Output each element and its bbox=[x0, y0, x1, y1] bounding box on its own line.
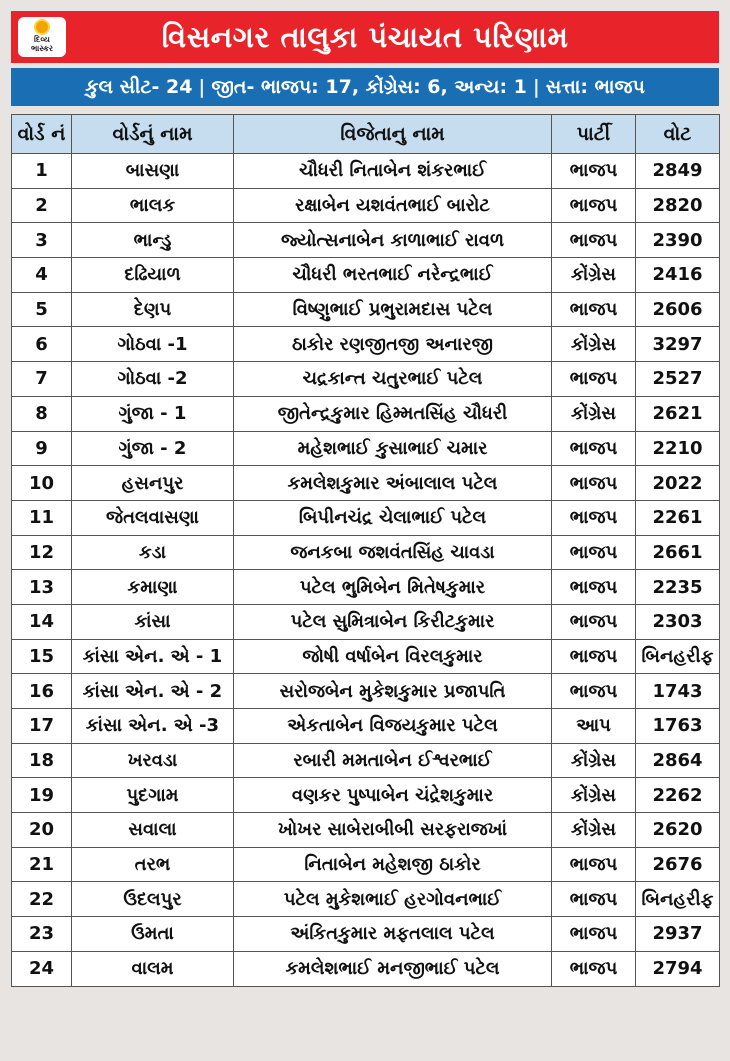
votes-cell: 2820 bbox=[636, 188, 720, 223]
ward-name-cell: તરભ bbox=[72, 847, 234, 882]
table-row bbox=[12, 674, 720, 709]
table-row bbox=[12, 743, 720, 778]
header-ward-no: વોર્ડ નં bbox=[12, 115, 72, 154]
party-cell: કોંગ્રેસ bbox=[552, 327, 636, 362]
party-cell: ભાજપ bbox=[552, 570, 636, 605]
votes-cell: 2661 bbox=[636, 535, 720, 570]
winner-name-cell: વણકર પુષ્પાબેન ચંદ્રેશકુમાર bbox=[234, 778, 552, 813]
ward-no-cell: 1 bbox=[12, 154, 72, 189]
party-cell: ભાજપ bbox=[552, 154, 636, 189]
title-bar bbox=[11, 11, 719, 63]
table-row bbox=[12, 535, 720, 570]
party-cell: ભાજપ bbox=[552, 431, 636, 466]
party-cell: ભાજપ bbox=[552, 362, 636, 397]
ward-no-cell: 16 bbox=[12, 674, 72, 709]
party-cell: ભાજપ bbox=[552, 917, 636, 952]
party-cell: ભાજપ bbox=[552, 466, 636, 501]
ward-name-cell: દઢિયાળ bbox=[72, 258, 234, 293]
ward-no-cell: 12 bbox=[12, 535, 72, 570]
party-cell: આપ bbox=[552, 709, 636, 744]
winner-name-cell: વિષ્ણુભાઈ પ્રભુરામદાસ પટેલ bbox=[234, 292, 552, 327]
winner-name-cell: જીતેન્દ્રકુમાર હિમ્મતસિંહ ચૌધરી bbox=[234, 396, 552, 431]
summary-separator: | bbox=[532, 76, 540, 98]
party-cell: ભાજપ bbox=[552, 951, 636, 986]
ward-no-cell: 21 bbox=[12, 847, 72, 882]
ward-name-cell: કમાણા bbox=[72, 570, 234, 605]
ward-name-cell: ગોઠવા -2 bbox=[72, 362, 234, 397]
table-row bbox=[12, 292, 720, 327]
ward-name-cell: વાલમ bbox=[72, 951, 234, 986]
ward-name-cell: પુદગામ bbox=[72, 778, 234, 813]
votes-cell: 2235 bbox=[636, 570, 720, 605]
header-ward-name: વોર્ડનું નામ bbox=[72, 115, 234, 154]
winner-name-cell: ચૌધરી નિતાબેન શંકરભાઈ bbox=[234, 154, 552, 189]
ward-name-cell: ગુંજા - 2 bbox=[72, 431, 234, 466]
winner-name-cell: જોષી વર્ષાબેન વિરલકુમાર bbox=[234, 639, 552, 674]
winner-name-cell: ઠાકોર રણજીતજી અનારજી bbox=[234, 327, 552, 362]
party-cell: ભાજપ bbox=[552, 188, 636, 223]
table-row bbox=[12, 813, 720, 848]
votes-cell: 2022 bbox=[636, 466, 720, 501]
ward-no-cell: 22 bbox=[12, 882, 72, 917]
votes-cell: 1743 bbox=[636, 674, 720, 709]
table-row bbox=[12, 327, 720, 362]
header-party: પાર્ટી bbox=[552, 115, 636, 154]
ward-no-cell: 2 bbox=[12, 188, 72, 223]
ward-no-cell: 15 bbox=[12, 639, 72, 674]
table-row bbox=[12, 500, 720, 535]
party-cell: ભાજપ bbox=[552, 500, 636, 535]
table-row bbox=[12, 778, 720, 813]
ward-no-cell: 17 bbox=[12, 709, 72, 744]
ward-name-cell: ગોઠવા -1 bbox=[72, 327, 234, 362]
votes-cell: 3297 bbox=[636, 327, 720, 362]
ward-no-cell: 3 bbox=[12, 223, 72, 258]
party-cell: ભાજપ bbox=[552, 882, 636, 917]
votes-cell: બિનહરીફ bbox=[636, 639, 720, 674]
party-cell: કોંગ્રેસ bbox=[552, 778, 636, 813]
votes-cell: 2849 bbox=[636, 154, 720, 189]
ward-name-cell: કાંસા bbox=[72, 604, 234, 639]
votes-cell: 2937 bbox=[636, 917, 720, 952]
table-row bbox=[12, 223, 720, 258]
header-winner-name: વિજેતાનુ નામ bbox=[234, 115, 552, 154]
ward-name-cell: જેતલવાસણા bbox=[72, 500, 234, 535]
winner-name-cell: બિપીનચંદ્ર ચેલાભાઈ પટેલ bbox=[234, 500, 552, 535]
table-row bbox=[12, 258, 720, 293]
results-table bbox=[11, 114, 720, 987]
ward-no-cell: 19 bbox=[12, 778, 72, 813]
ward-no-cell: 24 bbox=[12, 951, 72, 986]
winner-name-cell: રબારી મમતાબેન ઈશ્વરભાઈ bbox=[234, 743, 552, 778]
ward-name-cell: બાસણા bbox=[72, 154, 234, 189]
votes-cell: 2262 bbox=[636, 778, 720, 813]
ward-name-cell: કાંસા એન. એ - 2 bbox=[72, 674, 234, 709]
table-row bbox=[12, 847, 720, 882]
party-cell: ભાજપ bbox=[552, 223, 636, 258]
ward-name-cell: કડા bbox=[72, 535, 234, 570]
ward-no-cell: 11 bbox=[12, 500, 72, 535]
header-votes: વોટ bbox=[636, 115, 720, 154]
table-row bbox=[12, 188, 720, 223]
page-title: વિસનગર તાલુકા પંચાયત પરિણામ bbox=[161, 19, 569, 54]
winner-name-cell: ખોખર સાબેરાબીબી સરફરાજખાં bbox=[234, 813, 552, 848]
votes-cell: 2606 bbox=[636, 292, 720, 327]
winner-name-cell: પટેલ સુમિત્રાબેન કિરીટકુમાર bbox=[234, 604, 552, 639]
ward-name-cell: હસનપુર bbox=[72, 466, 234, 501]
ward-name-cell: ભાન્ડુ bbox=[72, 223, 234, 258]
votes-cell: 1763 bbox=[636, 709, 720, 744]
party-cell: કોંગ્રેસ bbox=[552, 813, 636, 848]
ward-no-cell: 13 bbox=[12, 570, 72, 605]
ruling-party: સત્તા: ભાજપ bbox=[545, 76, 645, 98]
table-row bbox=[12, 709, 720, 744]
table-header-row bbox=[12, 115, 720, 154]
winner-name-cell: એકતાબેન વિજયકુમાર પટેલ bbox=[234, 709, 552, 744]
winner-name-cell: અંકિતકુમાર મફતલાલ પટેલ bbox=[234, 917, 552, 952]
ward-no-cell: 20 bbox=[12, 813, 72, 848]
party-cell: ભાજપ bbox=[552, 604, 636, 639]
ward-no-cell: 4 bbox=[12, 258, 72, 293]
votes-cell: 2261 bbox=[636, 500, 720, 535]
ward-name-cell: કાંસા એન. એ -3 bbox=[72, 709, 234, 744]
ward-no-cell: 10 bbox=[12, 466, 72, 501]
table-row bbox=[12, 882, 720, 917]
ward-name-cell: દેણપ bbox=[72, 292, 234, 327]
table-row bbox=[12, 396, 720, 431]
winner-name-cell: સરોજબેન મુકેશકુમાર પ્રજાપતિ bbox=[234, 674, 552, 709]
brand-line-1: દિવ્ય bbox=[34, 35, 50, 44]
winner-name-cell: જનકબા જશવંતસિંહ ચાવડા bbox=[234, 535, 552, 570]
table-row bbox=[12, 604, 720, 639]
ward-name-cell: ઉમતા bbox=[72, 917, 234, 952]
votes-cell: 2621 bbox=[636, 396, 720, 431]
ward-name-cell: ઉદલપુર bbox=[72, 882, 234, 917]
ward-no-cell: 18 bbox=[12, 743, 72, 778]
votes-cell: 2864 bbox=[636, 743, 720, 778]
ward-name-cell: ખરવડા bbox=[72, 743, 234, 778]
table-row bbox=[12, 951, 720, 986]
ward-name-cell: ગુંજા - 1 bbox=[72, 396, 234, 431]
table-row bbox=[12, 570, 720, 605]
votes-cell: 2676 bbox=[636, 847, 720, 882]
table-row bbox=[12, 154, 720, 189]
winner-name-cell: નિતાબેન મહેશજી ઠાકોર bbox=[234, 847, 552, 882]
ward-no-cell: 8 bbox=[12, 396, 72, 431]
ward-name-cell: ભાલક bbox=[72, 188, 234, 223]
party-cell: કોંગ્રેસ bbox=[552, 396, 636, 431]
votes-cell: 2210 bbox=[636, 431, 720, 466]
votes-cell: 2794 bbox=[636, 951, 720, 986]
ward-name-cell: કાંસા એન. એ - 1 bbox=[72, 639, 234, 674]
winner-name-cell: રક્ષાબેન યશવંતભાઈ બારોટ bbox=[234, 188, 552, 223]
table-body bbox=[12, 154, 720, 987]
table-row bbox=[12, 639, 720, 674]
winner-name-cell: ચદ્રકાન્ત ચતુરભાઈ પટેલ bbox=[234, 362, 552, 397]
brand-line-2: ભાસ્કર bbox=[30, 44, 54, 53]
votes-cell: 2527 bbox=[636, 362, 720, 397]
ward-no-cell: 5 bbox=[12, 292, 72, 327]
table-row bbox=[12, 362, 720, 397]
summary-bar bbox=[11, 68, 719, 106]
ward-no-cell: 23 bbox=[12, 917, 72, 952]
summary-separator: | bbox=[198, 76, 206, 98]
winner-name-cell: કમલેશભાઈ મનજીભાઈ પટેલ bbox=[234, 951, 552, 986]
winner-name-cell: ચૌધરી ભરતભાઈ નરેન્દ્રભાઈ bbox=[234, 258, 552, 293]
party-cell: ભાજપ bbox=[552, 535, 636, 570]
seats-won: જીત- ભાજપ: 17, કોંગ્રેસ: 6, અન્ય: 1 bbox=[211, 76, 527, 98]
winner-name-cell: કમલેશકુમાર અંબાલાલ પટેલ bbox=[234, 466, 552, 501]
votes-cell: બિનહરીફ bbox=[636, 882, 720, 917]
party-cell: કોંગ્રેસ bbox=[552, 258, 636, 293]
winner-name-cell: પટેલ ભુમિબેન મિતેષકુમાર bbox=[234, 570, 552, 605]
ward-no-cell: 6 bbox=[12, 327, 72, 362]
party-cell: કોંગ્રેસ bbox=[552, 743, 636, 778]
winner-name-cell: મહેશભાઈ કુસાભાઈ ચમાર bbox=[234, 431, 552, 466]
party-cell: ભાજપ bbox=[552, 674, 636, 709]
ward-no-cell: 7 bbox=[12, 362, 72, 397]
brand-logo bbox=[18, 17, 66, 57]
ward-no-cell: 14 bbox=[12, 604, 72, 639]
votes-cell: 2303 bbox=[636, 604, 720, 639]
winner-name-cell: પટેલ મુકેશભાઈ હરગોવનભાઈ bbox=[234, 882, 552, 917]
sun-icon bbox=[36, 21, 48, 33]
party-cell: ભાજપ bbox=[552, 639, 636, 674]
total-seats: કુલ સીટ- 24 bbox=[85, 76, 193, 98]
votes-cell: 2416 bbox=[636, 258, 720, 293]
ward-no-cell: 9 bbox=[12, 431, 72, 466]
table-row bbox=[12, 917, 720, 952]
party-cell: ભાજપ bbox=[552, 847, 636, 882]
votes-cell: 2390 bbox=[636, 223, 720, 258]
table-row bbox=[12, 466, 720, 501]
votes-cell: 2620 bbox=[636, 813, 720, 848]
party-cell: ભાજપ bbox=[552, 292, 636, 327]
table-row bbox=[12, 431, 720, 466]
winner-name-cell: જ્યોત્સનાબેન કાળાભાઈ રાવળ bbox=[234, 223, 552, 258]
ward-name-cell: સવાલા bbox=[72, 813, 234, 848]
